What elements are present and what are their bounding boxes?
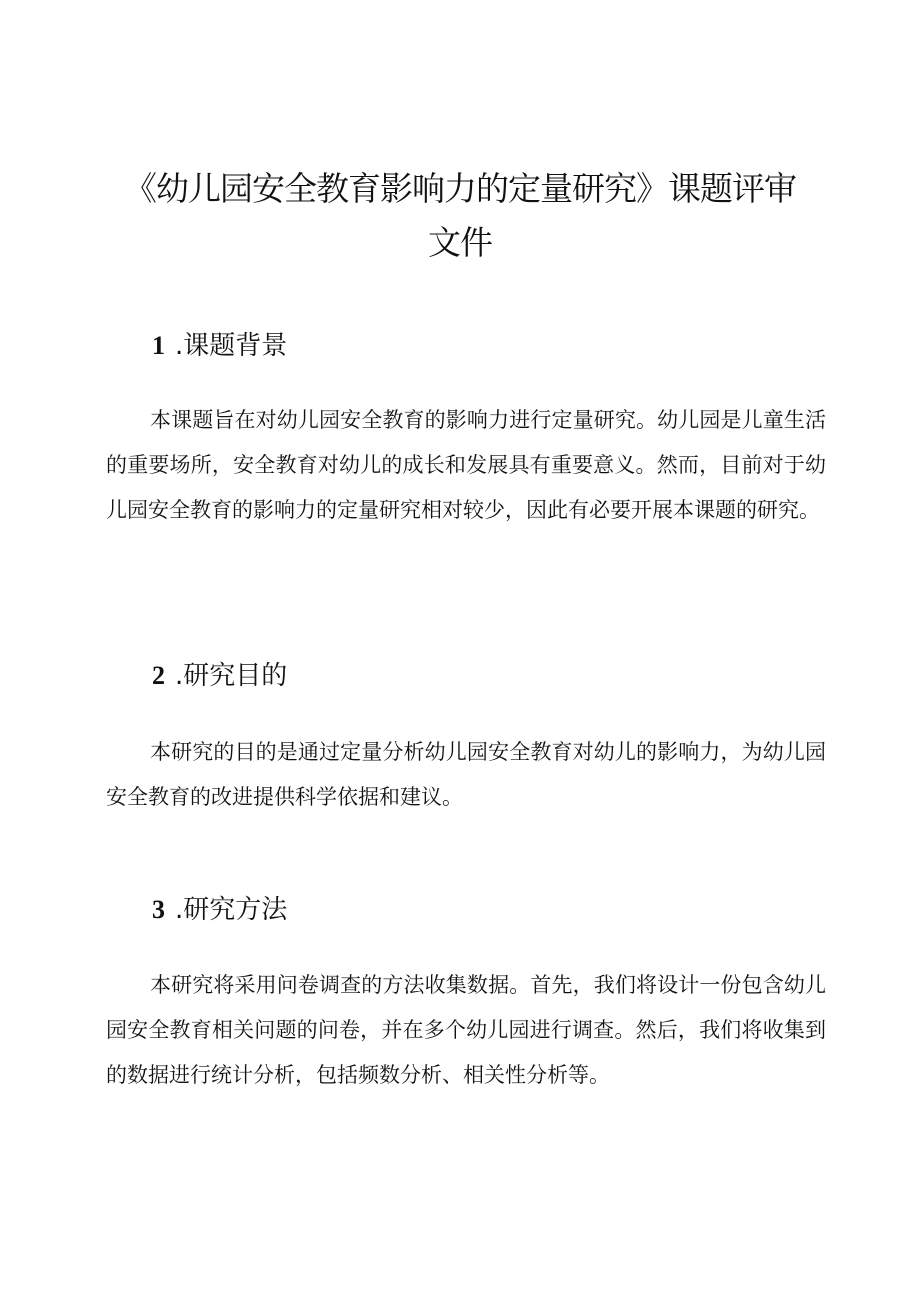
section-heading-text: .研究目的 (175, 661, 288, 691)
section-paragraph-background: 本课题旨在对幼儿园安全教育的影响力进行定量研究。幼儿园是儿童生活的重要场所，安全教育对幼儿的成长和发展具有重要意义。然而，目前对于幼儿园安全教育的影响力的定量研究相对较少，因此有必要开展本课题的研究。 (106, 408, 826, 522)
page-title: 《幼儿园安全教育影响力的定量研究》课题评审文件 (124, 169, 796, 262)
section-number: 3 (152, 895, 165, 924)
section-paragraph-purpose: 本研究的目的是通过定量分析幼儿园安全教育对幼儿的影响力，为幼儿园安全教育的改进提供科学依据和建议。 (106, 740, 826, 809)
section-number: 1 (152, 331, 165, 360)
section-heading-background (152, 330, 287, 362)
section-paragraph-method: 本研究将采用问卷调查的方法收集数据。首先，我们将设计一份包含幼儿园安全教育相关问题的问卷，并在多个幼儿园进行调查。然后，我们将收集到的数据进行统计分析，包括频数分析、相关性分析等。 (106, 973, 826, 1087)
section-number: 2 (152, 661, 165, 690)
section-heading-text: .课题背景 (175, 331, 288, 361)
section-heading-purpose (152, 660, 287, 692)
section-heading-method (152, 894, 287, 926)
section-heading-text: .研究方法 (175, 895, 288, 925)
